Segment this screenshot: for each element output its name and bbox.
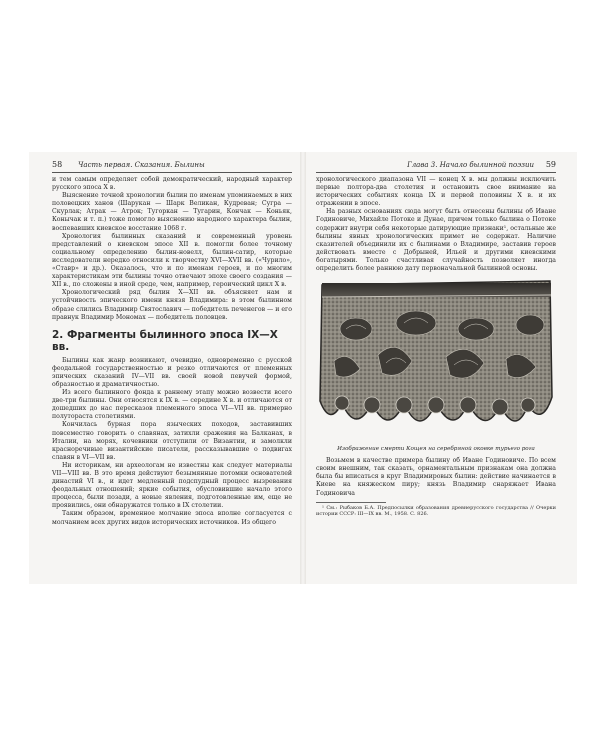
paragraph: Былины как жанр возникают, очевидно, одновременно с русской феодальной государственностью и резко отличаются от племенных эпических сказаний IV—VII вв. своей новой певучей формой, образностью и драматичностью. bbox=[52, 356, 292, 388]
paragraph: Хронологический ряд былин X—XII вв. объясняет нам и устойчивость эпического имени князя Владимира: в этом былинном образе слились Владимир Святославич — победитель печенегов — и его правнук Владимир Мономах — победитель половцев. bbox=[52, 289, 292, 321]
paragraph: хронологического диапазона VII — конец X в. мы должны исключить первые полтора-два столетия и остановить свое внимание на исторических событиях конца IX и первой половины X в. и их отражении в эпосе. bbox=[316, 176, 556, 208]
horn-mount-image bbox=[316, 277, 556, 443]
paragraph: Из всего былинного фонда к раннему этапу можно возвести всего две-три былины. Они относятся к IX в. — середине X в. и отличаются от дошедших до нас пересказов племенного эпоса VI—VII вв. примерно полутораста столетиями. bbox=[52, 389, 292, 421]
book-gutter bbox=[300, 152, 306, 584]
footnote-divider bbox=[316, 502, 386, 503]
paragraph: Выяснение точной хронологии былин по именам упоминаемых в них половецких ханов (Шарукан — Шарк Великан, Кудреван; Сугра — Скурлак; Атрак — Атрок; Тугоркан — Тугарин, Кончак — Коньяк, Конычак и т. п.) тоже помогло выяснению народного характера былин, воспевавших киевское восстание 1068 г. bbox=[52, 192, 292, 232]
footnote: ¹ См.: Рыбаков Б.А. Предпосылки образования древнерусского государства // Очерки истории СССР: III—IX вв. М., 1958. С. 826. bbox=[316, 504, 556, 517]
left-running-head: Часть первая. Сказания. Былины bbox=[78, 161, 205, 169]
figure-caption: Изображение смерти Кощея на серебряной оковке турьего рога bbox=[337, 446, 535, 453]
paragraph: Возьмем в качестве примера былину об Иване Годиновиче. По всем своим внешним, так сказать, орнаментальным признакам она должна была бы вписаться в круг Владимировых былин: действие начинается в Киеве на княжеском пиру; князь Владимир снаряжает Ивана Годиновича bbox=[316, 457, 556, 497]
left-running-header bbox=[52, 160, 292, 173]
left-page bbox=[52, 160, 292, 527]
paragraph: Хронология былинных сказаний и современный уровень представлений о киевском эпосе XII в. помогли более точному социальному определению былин-новелл, былин-сатир, которые исследователи нередко относили к творчеству XVI—XVII вв. («Чурило», «Ставр» и др.). Оказалось, что и по именам героев, и по многим характеристикам эти былины точно отвечают эпохе своего создания — XII в., по сложены в иной среде, чем, например, героический цикл X в. bbox=[52, 232, 292, 289]
paragraph: и тем самым определяет собой демократический, народный характер русского эпоса X в. bbox=[52, 176, 292, 192]
paragraph: Ни историкам, ни археологам не известны как следует материалы VII—VIII вв. В это время действуют безымянные потомки основателей династий VI в., и идет медленный подспудный процесс вызревания феодальных отношений; яркие события, обусловившие начало этого процесса, были позади, а новые явления, подготовленные им, еще не проявились, они обнаружатся только в IX столетии. bbox=[52, 461, 292, 510]
right-page-number: 59 bbox=[545, 160, 556, 169]
right-running-head: Глава 3. Начало былинной поэзии bbox=[407, 161, 534, 169]
right-page bbox=[316, 160, 556, 517]
paragraph: Кончилась бурная пора языческих походов, заставивших повсеместно говорить о славянах, затихли сражения на Балканах, в Италии, на морях, кочевники отступили от Византии, и замолкли краснoречивые византийские писатели, рассказывавшие о подвигах славян в VI—VII вв. bbox=[52, 421, 292, 461]
left-page-body bbox=[52, 173, 292, 527]
paragraph: На разных основаниях сюда могут быть отнесены былины об Иване Годиновиче, Михайле Потоке и Дунае, причем только былина о Потоке содержит внутри себя некоторые датирующие признаки¹, остальные же былины явных хронологических примет не содержат. Наличие сказителей объединили их с былинами о Владимире, заставив героев действовать вместе с Добрыней, Ильей и другими киевскими богатырями. Только счастливая случайность позволяет иногда определить более раннюю дату первоначальной былинной основы. bbox=[316, 208, 556, 273]
right-page-body bbox=[316, 173, 556, 517]
figure-silver-horn-mount bbox=[316, 277, 556, 443]
paragraph: Таким образом, временное молчание эпоса вполне согласуется с молчанием всех других видов исторических источников. Из общего bbox=[52, 510, 292, 526]
right-running-header bbox=[316, 160, 556, 173]
left-page-number: 58 bbox=[52, 160, 63, 169]
section-heading: 2. Фрагменты былинного эпоса IX—X вв. bbox=[52, 328, 278, 353]
